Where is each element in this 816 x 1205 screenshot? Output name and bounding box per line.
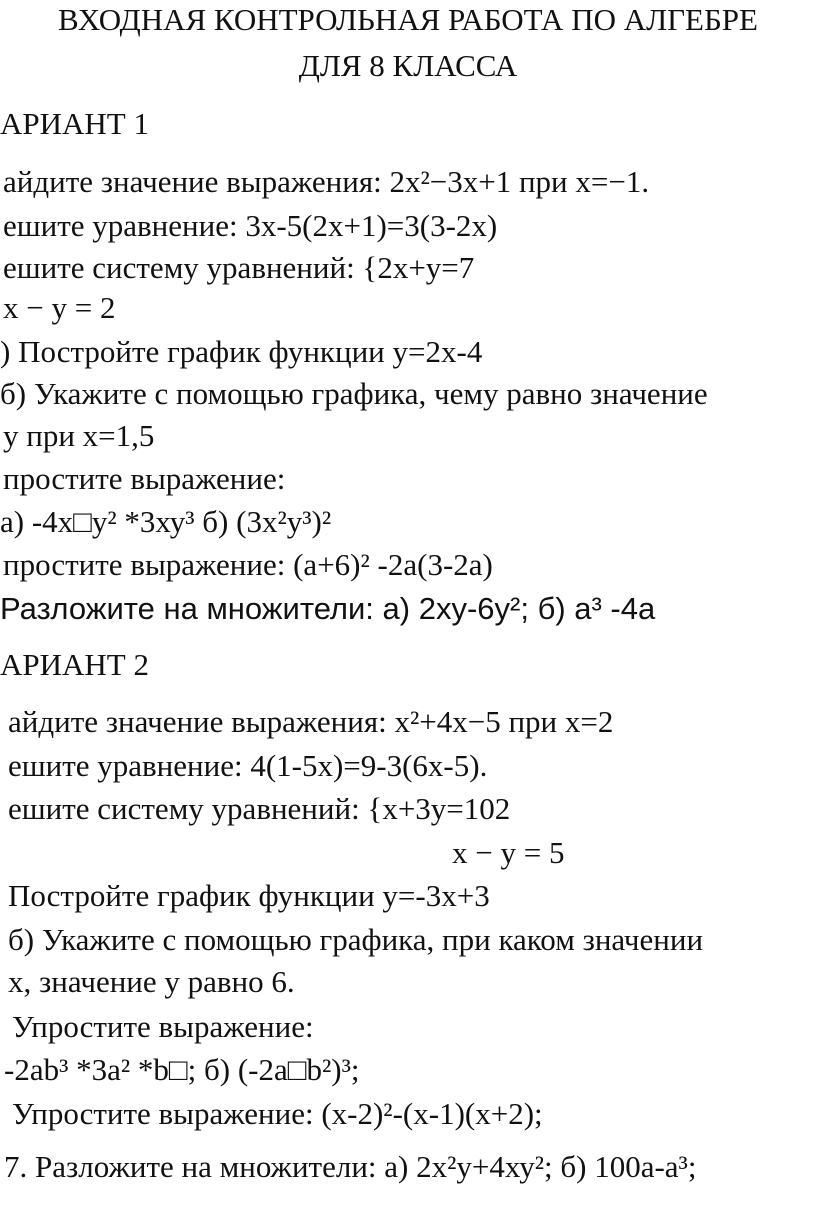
v1-task-4a: ) Постройте график функции у=2х-4 xyxy=(0,334,483,369)
v2-task-5: Упростите выражение: xyxy=(12,1009,314,1044)
v1-task-4b-cont: у при х=1,5 xyxy=(3,418,155,453)
v2-task-3-second-eq: x − y = 5 xyxy=(452,835,565,870)
v2-task-1: айдите значение выражения: x²+4x−5 при x=2 xyxy=(8,704,614,739)
v2-task-4b-cont: х, значение у равно 6. xyxy=(8,964,295,999)
v2-task-7: 7. Разложите на множители: а) 2х²у+4ху²; б) 100а-а³; xyxy=(4,1149,697,1184)
title-line-1: ВХОДНАЯ КОНТРОЛЬНАЯ РАБОТА ПО АЛГЕБРЕ xyxy=(58,2,758,37)
v2-task-5-parts: -2ab³ *3a² *b□; б) (-2а□b²)³; xyxy=(4,1052,360,1087)
title-line-2: ДЛЯ 8 КЛАССА xyxy=(298,48,518,83)
v1-task-5-parts: а) -4х□у² *3ху³ б) (3х²у³)² xyxy=(0,504,332,539)
v1-task-1: айдите значение выражения: 2x²−3x+1 при x=−1. xyxy=(3,164,650,199)
v2-task-4b: б) Укажите с помощью графика, при каком значении xyxy=(8,922,704,957)
v1-task-4b: б) Укажите с помощью графика, чему равно значение xyxy=(0,376,708,411)
v1-task-5: простите выражение: xyxy=(3,461,286,496)
v2-task-2: ешите уравнение: 4(1-5х)=9-3(6х-5). xyxy=(8,748,488,783)
v1-task-2: ешите уравнение: 3х-5(2х+1)=3(3-2х) xyxy=(3,208,498,243)
v2-task-3: ешите систему уравнений: {x+3y=102 xyxy=(8,791,511,826)
v2-task-6: Упростите выражение: (х-2)²-(х-1)(х+2); xyxy=(12,1096,543,1131)
variant-2-heading: АРИАНТ 2 xyxy=(0,647,149,682)
v1-task-7: Разложите на множители: а) 2ху-6у²; б) а³ -4а xyxy=(0,591,656,626)
v1-task-6: простите выражение: (а+6)² -2а(3-2а) xyxy=(3,547,493,582)
v1-task-3-second-eq: x − y = 2 xyxy=(3,290,116,325)
v1-task-3: ешите систему уравнений: {2x+y=7 xyxy=(3,250,475,285)
variant-1-heading: АРИАНТ 1 xyxy=(0,106,149,141)
v2-task-4a: Постройте график функции у=-3х+3 xyxy=(8,878,490,913)
